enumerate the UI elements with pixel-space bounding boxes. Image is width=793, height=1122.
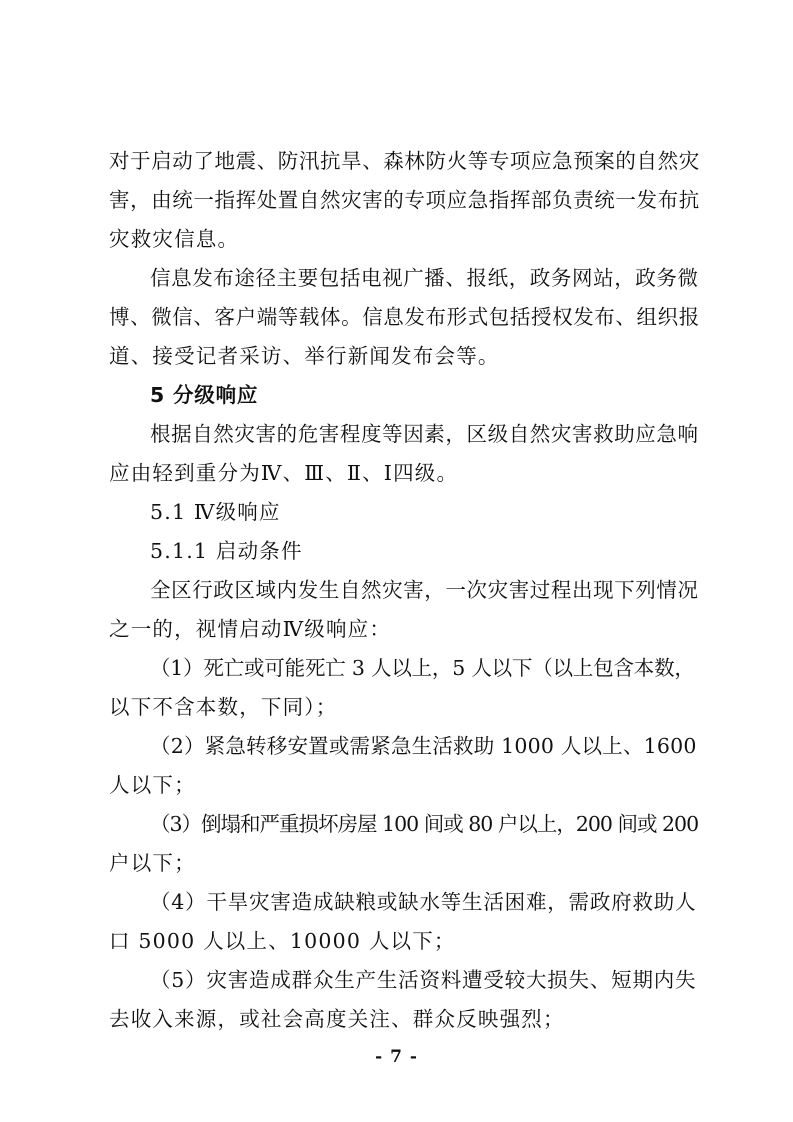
subsection-heading: 5.1 Ⅳ级响应 [150,500,281,524]
body-line-12: 全区行政区域内发生自然灾害，一次灾害过程出现下列情况 [150,578,699,602]
list-item-5: （5）灾害造成群众生产生活资料遭受较大损失、短期内失 [150,968,697,992]
list-item-4: （4）干旱灾害造成缺粮或缺水等生活困难，需政府救助人 [150,890,697,914]
list-item-3: （3）倒塌和严重损坏房屋 100 间或 80 户以上，200 间或 200 [150,812,699,836]
sub-subsection-heading: 5.1.1 启动条件 [150,539,303,563]
section-heading: 5 分级响应 [150,383,259,407]
list-item-1-cont: 以下不含本数，下同）； [109,695,338,719]
body-line-3: 灾救灾信息。 [109,227,240,251]
list-item-1: （1）死亡或可能死亡 3 人以上，5 人以下（以上包含本数， [150,656,695,680]
body-line-6: 道、接受记者采访、举行新闻发布会等。 [109,344,500,368]
body-line-2: 害，由统一指挥处置自然灾害的专项应急指挥部负责统一发布抗 [109,188,700,212]
body-line-8: 根据自然灾害的危害程度等因素，区级自然灾害救助应急响 [150,422,699,446]
body-line-9: 应由轻到重分为Ⅳ、Ⅲ、Ⅱ、Ⅰ四级。 [109,461,459,485]
list-item-4-cont: 口 5000 人以上、10000 人以下； [109,929,456,953]
list-item-2-cont: 人以下； [109,773,196,797]
list-item-2: （2）紧急转移安置或需紧急生活救助 1000 人以上、1600 [150,734,697,758]
body-line-13: 之一的，视情启动Ⅳ级响应： [109,617,392,641]
body-line-1: 对于启动了地震、防汛抗旱、森林防火等专项应急预案的自然灾 [109,149,700,173]
page-number: - 7 - [375,1047,418,1067]
list-item-5-cont: 去收入来源，或社会高度关注、群众反映强烈； [109,1007,565,1031]
list-item-3-cont: 户以下； [109,851,196,875]
body-line-4: 信息发布途径主要包括电视广播、报纸，政务网站，政务微 [150,266,699,290]
body-line-5: 博、微信、客户端等载体。信息发布形式包括授权发布、组织报 [109,305,700,329]
